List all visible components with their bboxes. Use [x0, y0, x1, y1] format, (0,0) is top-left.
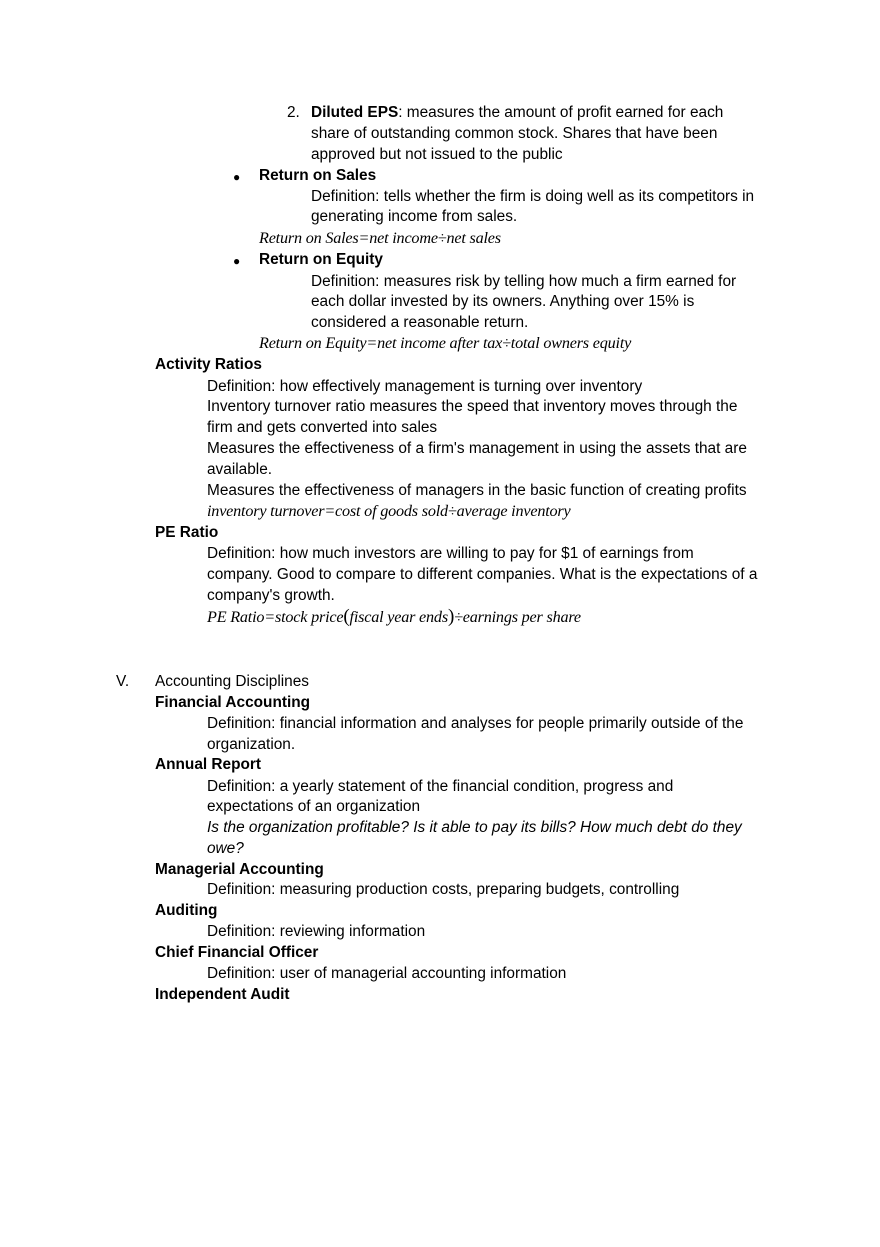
- activity-ratios-line-3: firm and gets converted into sales: [207, 419, 438, 436]
- pe-ratio-heading: PE Ratio: [155, 524, 219, 541]
- pe-ratio-line-3: company's growth.: [207, 587, 335, 604]
- return-on-equity-heading: Return on Equity: [259, 251, 383, 268]
- financial-accounting-line-1: Definition: financial information and analyses for people primarily outside of the: [207, 715, 744, 732]
- cfo-heading: Chief Financial Officer: [155, 944, 319, 961]
- return-on-sales-def-2: generating income from sales.: [311, 208, 518, 225]
- independent-audit-heading: Independent Audit: [155, 986, 290, 1003]
- diluted-eps-definition: : measures the amount of profit earned for each: [398, 104, 724, 121]
- return-on-sales-heading: Return on Sales: [259, 167, 377, 184]
- pe-formula-part-c: ÷earnings per share: [454, 608, 581, 626]
- annual-report-question-2: owe?: [207, 840, 244, 857]
- list-number: 2.: [287, 104, 300, 121]
- activity-ratios-line-5: available.: [207, 461, 273, 478]
- annual-report-question-1: Is the organization profitable? Is it able to pay its bills? How much debt do they: [207, 819, 742, 836]
- auditing-line-1: Definition: reviewing information: [207, 923, 426, 940]
- pe-formula-paren-open: (: [343, 606, 350, 627]
- pe-formula-part-b: fiscal year ends: [349, 608, 448, 626]
- pe-ratio-line-2: company. Good to compare to different companies. What is the expectations of a: [207, 566, 758, 583]
- cfo-line-1: Definition: user of managerial accounting information: [207, 965, 567, 982]
- pe-formula-part-a: PE Ratio=stock price: [207, 608, 344, 626]
- auditing-heading: Auditing: [155, 902, 218, 919]
- annual-report-line-2: expectations of an organization: [207, 798, 421, 815]
- activity-ratios-line-6: Measures the effectiveness of managers in the basic function of creating profits: [207, 482, 747, 499]
- return-on-equity-def-3: considered a reasonable return.: [311, 314, 529, 331]
- financial-accounting-line-2: organization.: [207, 736, 296, 753]
- activity-ratios-heading: Activity Ratios: [155, 356, 262, 373]
- pe-ratio-formula: [207, 607, 581, 628]
- activity-ratios-line-1: Definition: how effectively management is turning over inventory: [207, 378, 643, 395]
- diluted-eps-line-1: [311, 103, 723, 124]
- bullet-icon: ●: [233, 254, 241, 268]
- return-on-sales-def-1: Definition: tells whether the firm is doing well as its competitors in: [311, 188, 755, 205]
- financial-accounting-heading: Financial Accounting: [155, 694, 311, 711]
- inventory-turnover-formula: inventory turnover=cost of goods sold÷average inventory: [207, 502, 571, 520]
- return-on-sales-formula: Return on Sales=net income÷net sales: [259, 229, 501, 247]
- managerial-accounting-heading: Managerial Accounting: [155, 861, 324, 878]
- section-title: Accounting Disciplines: [155, 673, 309, 690]
- pe-ratio-line-1: Definition: how much investors are willing to pay for $1 of earnings from: [207, 545, 694, 562]
- return-on-equity-def-1: Definition: measures risk by telling how much a firm earned for: [311, 273, 737, 290]
- annual-report-line-1: Definition: a yearly statement of the financial condition, progress and: [207, 778, 674, 795]
- activity-ratios-line-2: Inventory turnover ratio measures the speed that inventory moves through the: [207, 398, 738, 415]
- return-on-equity-formula: Return on Equity=net income after tax÷total owners equity: [259, 334, 632, 352]
- annual-report-heading: Annual Report: [155, 756, 262, 773]
- pe-formula-paren-close: ): [447, 606, 455, 627]
- activity-ratios-line-4: Measures the effectiveness of a firm's management in using the assets that are: [207, 440, 747, 457]
- section-numeral: V.: [116, 673, 130, 690]
- return-on-equity-def-2: each dollar invested by its owners. Anything over 15% is: [311, 293, 695, 310]
- diluted-eps-line-3: approved but not issued to the public: [311, 146, 563, 163]
- bullet-icon: ●: [233, 170, 241, 184]
- managerial-accounting-line-1: Definition: measuring production costs, preparing budgets, controlling: [207, 881, 680, 898]
- diluted-eps-line-2: share of outstanding common stock. Shares that have been: [311, 125, 718, 142]
- diluted-eps-term: Diluted EPS: [311, 104, 399, 121]
